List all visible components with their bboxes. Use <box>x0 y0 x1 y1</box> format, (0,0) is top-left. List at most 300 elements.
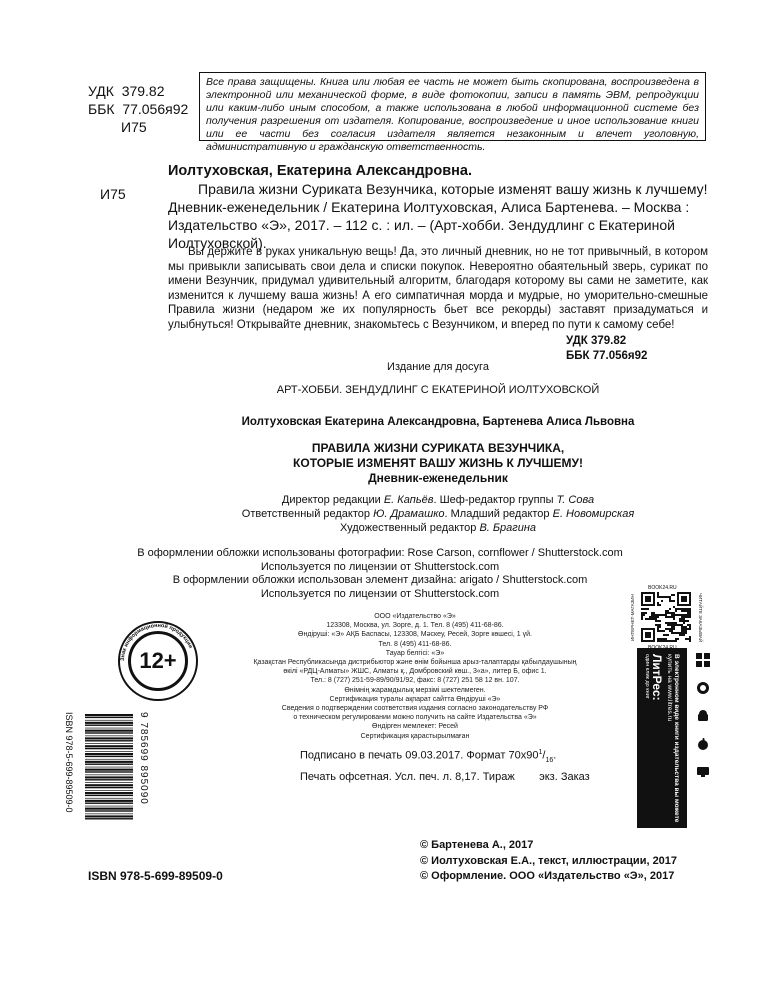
barcode-bar <box>85 808 133 810</box>
qr-right-label: ЧИТАЙТЕ ЗАКАЗЫВАЙ <box>698 592 703 643</box>
qr-module <box>671 624 673 626</box>
qr-module <box>685 620 687 622</box>
qr-module <box>657 614 659 616</box>
credit-line: В оформлении обложки использован элемент дизайна: arigato / Shutterstock.com <box>172 574 588 586</box>
qr-module <box>683 632 685 634</box>
barcode-bar <box>85 784 133 786</box>
qr-module <box>671 640 673 642</box>
qr-module <box>641 608 643 610</box>
qr-module <box>659 626 661 628</box>
qr-module <box>659 596 661 598</box>
qr-module <box>679 614 681 616</box>
qr-module <box>689 636 691 638</box>
qr-module <box>675 614 677 616</box>
qr-module <box>677 632 679 634</box>
qr-module <box>657 592 659 594</box>
qr-module <box>681 632 683 634</box>
publisher-line: өкілі «РДЦ-Алматы» ЖШС, Алматы қ., Домбровский көш., 3«а», литер Б, офис 1. <box>283 668 547 676</box>
subtitle: Дневник-еженедельник <box>368 471 508 485</box>
barcode-bar <box>85 737 133 739</box>
qr-module <box>663 630 665 632</box>
barcode-bar <box>85 818 133 819</box>
publisher-line: Өндірген мемлекет: Ресей <box>372 723 458 731</box>
qr-module <box>657 626 659 628</box>
qr-module <box>645 608 647 610</box>
qr-module <box>683 630 685 632</box>
qr-module <box>661 600 663 602</box>
qr-module <box>689 614 691 616</box>
qr-module <box>657 628 659 630</box>
qr-module <box>667 628 669 630</box>
qr-module <box>655 624 657 626</box>
udk-right: УДК 379.82 <box>566 335 627 347</box>
qr-module <box>669 630 671 632</box>
publisher-line: Сертификация қарастырылмаған <box>360 732 470 740</box>
qr-module <box>661 630 663 632</box>
qr-module <box>673 624 675 626</box>
qr-module <box>655 618 657 620</box>
barcode-bar <box>85 767 133 768</box>
qr-module <box>651 616 653 618</box>
qr-module <box>681 610 683 612</box>
qr-module <box>673 600 675 602</box>
qr-module <box>675 632 677 634</box>
qr-module <box>659 614 661 616</box>
barcode-bar <box>85 722 133 724</box>
qr-module <box>661 596 663 598</box>
print-info-line-1: Подписано в печать 09.03.2017. Формат $70х90^1/_{16}$. <box>300 749 557 764</box>
qr-module <box>671 632 673 634</box>
publisher-line: Қазақстан Республикасында дистрибьютор және өнім бойынша арыз-талаптарды қабылдаушының <box>253 659 577 667</box>
qr-module <box>659 624 661 626</box>
qr-code[interactable] <box>641 592 691 642</box>
annotation: Вы держите в руках уникальную вещь! Да, это личный дневник, но не тот привычный, в котором мы привыкли записывать свои дела и списки покупок. Невероятно обаятельный зверь, сурикат по имени Везунчик, придумал удивительный алгоритм, благодаря которому вы сами не заметите, как изменится к лучшему ваша жизнь! А его симпатичная морда и мудрые, но уморительно-смешные Правила жизни (недаром же их популярность бьет все рекорды) заставят призадуматься и улыбнуться! Открывайте дневник, знакомьтесь с Везунчиком, и вперед по пути к самому себе! <box>168 246 708 331</box>
qr-module <box>671 630 673 632</box>
barcode-bar <box>85 756 133 757</box>
qr-module <box>683 618 685 620</box>
qr-module <box>665 596 667 598</box>
staff-block <box>168 493 708 535</box>
rights-notice: Все права защищены. Книга или любая ее часть не может быть скопирована, воспроизведена в электронной или механической форме, в виде фотокопии, записи в память ЭВМ, репродукции или каким-либо иным способом, а также использована в любой информационной системе без получения разрешения от издателя. Копирование, воспроизведение и иное использование книги или ее части без согласия издателя является незаконным и влечет уголовную, административную и гражданскую ответственность. <box>199 72 706 141</box>
qr-module <box>673 594 675 596</box>
qr-module <box>687 608 689 610</box>
qr-module <box>647 608 649 610</box>
qr-module <box>679 620 681 622</box>
qr-module <box>679 624 681 626</box>
qr-module <box>647 618 649 620</box>
barcode-bar <box>85 764 133 765</box>
qr-module <box>643 608 645 610</box>
series: АРТ-ХОББИ. ЗЕНДУДЛИНГ С ЕКАТЕРИНОЙ ИОЛТУХОВСКОЙ <box>276 384 600 396</box>
udk-row: УДК 379.82 <box>88 83 165 99</box>
qr-module <box>689 626 691 628</box>
qr-module <box>651 618 653 620</box>
barcode-bar <box>85 720 133 721</box>
qr-module <box>663 634 665 636</box>
qr-left-label: ИНТЕРНЕТ-МАГАЗИН <box>630 594 635 641</box>
qr-module <box>659 640 661 642</box>
qr-module <box>683 634 685 636</box>
qr-finder <box>645 632 651 638</box>
qr-module <box>689 628 691 630</box>
qr-module <box>651 614 653 616</box>
qr-module <box>673 606 675 608</box>
qr-module <box>679 632 681 634</box>
qr-module <box>677 608 679 610</box>
qr-module <box>653 614 655 616</box>
qr-module <box>679 634 681 636</box>
qr-module <box>675 610 677 612</box>
qr-module <box>685 616 687 618</box>
qr-module <box>663 596 665 598</box>
barcode-bar <box>85 787 133 788</box>
qr-module <box>687 616 689 618</box>
qr-module <box>669 624 671 626</box>
litres-logo: ЛитРес: <box>650 654 664 701</box>
publisher-info <box>250 612 580 741</box>
qr-module <box>673 612 675 614</box>
classification-block <box>88 82 188 136</box>
qr-module <box>663 614 665 616</box>
publisher-line: Сведения о подтверждении соответствия издания согласно законодательству РФ <box>281 705 549 713</box>
qr-module <box>669 628 671 630</box>
qr-module <box>663 638 665 640</box>
qr-module <box>667 610 669 612</box>
qr-module <box>667 624 669 626</box>
qr-module <box>685 608 687 610</box>
barcode-bar <box>85 782 133 783</box>
qr-module <box>681 620 683 622</box>
staff-line-1: Директор редакции Е. Капьёв. Шеф-редактор группы Т. Сова <box>281 494 595 506</box>
qr-module <box>671 616 673 618</box>
barcode-bar <box>85 717 133 718</box>
qr-module <box>645 618 647 620</box>
qr-module <box>669 616 671 618</box>
copyright-line: © Оформление. ООО «Издательство «Э», 2017 <box>420 870 675 882</box>
qr-module <box>675 624 677 626</box>
age-rating-value: 12+ <box>128 631 188 691</box>
qr-module <box>659 638 661 640</box>
barcode-bar <box>85 803 133 804</box>
qr-module <box>673 632 675 634</box>
barcode <box>85 712 133 822</box>
qr-module <box>673 628 675 630</box>
qr-module <box>671 614 673 616</box>
qr-module <box>685 626 687 628</box>
barcode-bar <box>85 792 133 794</box>
qr-module <box>669 640 671 642</box>
qr-module <box>665 638 667 640</box>
udk-right-block <box>566 334 647 364</box>
qr-module <box>671 600 673 602</box>
barcode-bar <box>85 761 133 763</box>
authors-full: Иолтуховская Екатерина Александровна, Бартенева Алиса Львовна <box>241 416 635 428</box>
qr-module <box>689 616 691 618</box>
qr-module <box>667 622 669 624</box>
qr-module <box>687 610 689 612</box>
qr-module <box>655 620 657 622</box>
qr-module <box>665 628 667 630</box>
barcode-bar <box>85 771 133 772</box>
qr-module <box>665 622 667 624</box>
qr-module <box>681 628 683 630</box>
qr-module <box>641 618 643 620</box>
litres-panel <box>637 648 687 828</box>
qr-module <box>689 612 691 614</box>
qr-module <box>683 628 685 630</box>
qr-module <box>669 612 671 614</box>
barcode-bar <box>85 769 133 771</box>
publisher-line: Өндіруші: «Э» АҚБ Баспасы, 123308, Мәскеу, Ресей, Зорге көшесі, 1 үй. <box>298 631 532 639</box>
qr-module <box>671 594 673 596</box>
qr-module <box>657 596 659 598</box>
credit-line: Используется по лицензии от Shutterstock.com <box>260 560 500 573</box>
qr-module <box>643 614 645 616</box>
qr-module <box>643 612 645 614</box>
barcode-isbn-label: ISBN 978-5-699-89509-0 <box>64 712 74 813</box>
barcode-bar <box>85 736 133 737</box>
barcode-bar <box>85 714 133 716</box>
qr-module <box>651 612 653 614</box>
staff-line-3: Художественный редактор В. Брагина <box>340 522 536 534</box>
qr-module <box>681 634 683 636</box>
qr-module <box>681 616 683 618</box>
credits-block <box>100 547 660 601</box>
qr-module <box>657 620 659 622</box>
qr-module <box>673 614 675 616</box>
barcode-bar <box>85 743 133 744</box>
author-mark-row: И75 <box>121 119 147 135</box>
bbk-row: ББК 77.056я92 <box>88 101 189 117</box>
barcode-bar <box>85 728 133 729</box>
qr-module <box>677 624 679 626</box>
qr-module <box>673 622 675 624</box>
barcode-bar <box>85 814 133 815</box>
publisher-line: ООО «Издательство «Э» <box>374 613 456 620</box>
publisher-line: о техническом регулировании можно получить на сайте Издательства «Э» <box>293 714 537 722</box>
qr-module <box>655 616 657 618</box>
qr-module <box>683 620 685 622</box>
platform-icons <box>692 652 714 822</box>
qr-module <box>641 616 643 618</box>
qr-module <box>657 594 659 596</box>
qr-module <box>659 604 661 606</box>
qr-module <box>685 630 687 632</box>
qr-module <box>677 638 679 640</box>
qr-module <box>645 612 647 614</box>
qr-module <box>673 640 675 642</box>
qr-module <box>669 608 671 610</box>
qr-module <box>661 638 663 640</box>
barcode-bar <box>85 776 133 778</box>
qr-module <box>665 610 667 612</box>
qr-module <box>653 612 655 614</box>
svg-text:Знак информационной продукции: Знак информационной продукции <box>119 622 194 662</box>
qr-module <box>683 610 685 612</box>
title-line-2: КОТОРЫЕ ИЗМЕНЯТ ВАШУ ЖИЗНЬ К ЛУЧШЕМУ! <box>293 456 583 470</box>
barcode-bar <box>85 800 133 802</box>
qr-module <box>673 626 675 628</box>
edition-type: Издание для досуга <box>387 361 489 373</box>
mac-icon <box>695 764 711 780</box>
author-mark-side: И75 <box>100 186 126 202</box>
globe-icon <box>695 680 711 696</box>
credit-line: Используется по лицензии от Shutterstock.com <box>260 587 500 600</box>
qr-module <box>649 616 651 618</box>
qr-module <box>673 616 675 618</box>
qr-module <box>669 622 671 624</box>
qr-module <box>679 608 681 610</box>
title-block <box>168 441 708 486</box>
barcode-bar <box>85 815 133 817</box>
barcode-bar <box>85 753 133 755</box>
qr-module <box>683 626 685 628</box>
publisher-line: Тауар белгісі: «Э» <box>385 649 445 657</box>
barcode-bar <box>85 745 133 747</box>
qr-module <box>657 630 659 632</box>
copyright-line: © Бартенева А., 2017 <box>420 839 534 851</box>
qr-module <box>663 640 665 642</box>
barcode-bar <box>85 790 133 791</box>
copyright-line: © Иолтуховская Е.А., текст, иллюстрации, 2017 <box>420 854 678 867</box>
qr-module <box>673 618 675 620</box>
qr-module <box>689 640 691 642</box>
qr-module <box>653 618 655 620</box>
qr-module <box>675 640 677 642</box>
qr-module <box>669 596 671 598</box>
qr-module <box>683 616 685 618</box>
qr-module <box>687 624 689 626</box>
barcode-bar <box>85 751 133 752</box>
qr-module <box>667 634 669 636</box>
qr-module <box>669 598 671 600</box>
qr-module <box>657 616 659 618</box>
qr-module <box>677 614 679 616</box>
barcode-bar <box>85 806 133 807</box>
qr-module <box>685 638 687 640</box>
qr-module <box>687 628 689 630</box>
barcode-bar <box>85 798 133 799</box>
qr-module <box>661 640 663 642</box>
barcode-bar <box>85 732 133 733</box>
barcode-bar <box>85 779 133 780</box>
qr-module <box>679 618 681 620</box>
qr-module <box>655 614 657 616</box>
publisher-line: Тел.: 8 (727) 251-59-89/90/91/92, факс: 8 (727) 251 58 12 вн. 107. <box>310 677 520 685</box>
qr-module <box>683 614 685 616</box>
qr-module <box>665 634 667 636</box>
barcode-bar <box>85 748 133 749</box>
barcode-bar <box>85 795 133 796</box>
qr-module <box>657 640 659 642</box>
qr-module <box>681 626 683 628</box>
qr-module <box>689 608 691 610</box>
qr-module <box>649 618 651 620</box>
staff-line-2: Ответственный редактор Ю. Драмашко. Младший редактор Е. Новомирская <box>241 508 635 520</box>
qr-module <box>667 612 669 614</box>
qr-module <box>657 638 659 640</box>
qr-module <box>685 628 687 630</box>
apple-icon <box>695 736 711 752</box>
credit-line: В оформлении обложки использованы фотографии: Rose Carson, cornflower / Shutterstock.com <box>137 547 623 559</box>
title-line-1: ПРАВИЛА ЖИЗНИ СУРИКАТА ВЕЗУНЧИКА, <box>311 441 565 455</box>
qr-module <box>659 630 661 632</box>
litres-text: В электронном виде книги издательства вы можете купить на www.litres.ru ЛитРес: один клик до книг <box>637 648 687 828</box>
isbn: ISBN 978-5-699-89509-0 <box>88 869 223 883</box>
qr-module <box>671 626 673 628</box>
qr-module <box>689 638 691 640</box>
qr-module <box>687 614 689 616</box>
qr-module <box>659 620 661 622</box>
qr-module <box>681 608 683 610</box>
qr-module <box>687 638 689 640</box>
qr-module <box>683 622 685 624</box>
barcode-number-label: 9 785699 895090 <box>138 712 149 805</box>
qr-finder <box>645 596 651 602</box>
barcode-bar <box>85 740 133 741</box>
qr-module <box>665 614 667 616</box>
qr-module <box>657 604 659 606</box>
qr-module <box>685 610 687 612</box>
qr-module <box>641 614 643 616</box>
qr-finder <box>681 596 687 602</box>
qr-module <box>667 596 669 598</box>
qr-module <box>671 612 673 614</box>
publisher-line: 123308, Москва, ул. Зорге, д. 1. Тел. 8 (495) 411-68-86. <box>326 622 504 630</box>
qr-module <box>665 616 667 618</box>
qr-module <box>681 630 683 632</box>
qr-module <box>685 632 687 634</box>
qr-module <box>667 640 669 642</box>
publisher-line: Тел. 8 (495) 411-68-86. <box>378 640 452 648</box>
windows-icon <box>695 652 711 668</box>
barcode-bar <box>85 730 133 732</box>
qr-module <box>675 622 677 624</box>
qr-top-label: BOOK24.RU <box>648 585 677 591</box>
qr-module <box>689 624 691 626</box>
qr-module <box>681 614 683 616</box>
barcode-bar <box>85 810 133 811</box>
qr-module <box>669 600 671 602</box>
publisher-line: Өнімнің жарамдылық мерзімі шектелмеген. <box>344 686 486 694</box>
bbk-right: ББК 77.056я92 <box>566 350 648 362</box>
author-heading: Иолтуховская, Екатерина Александровна. <box>168 163 472 179</box>
qr-module <box>657 602 659 604</box>
qr-module <box>657 624 659 626</box>
qr-module <box>667 616 669 618</box>
barcode-bar <box>85 775 133 776</box>
qr-module <box>683 608 685 610</box>
qr-module <box>675 608 677 610</box>
print-info <box>300 745 590 785</box>
qr-module <box>681 618 683 620</box>
qr-module <box>665 612 667 614</box>
barcode-bar <box>85 725 133 726</box>
qr-module <box>641 612 643 614</box>
qr-module <box>675 638 677 640</box>
qr-module <box>653 616 655 618</box>
qr-module <box>681 624 683 626</box>
copyrights <box>420 838 677 885</box>
barcode-bar <box>85 759 133 760</box>
bibliographic-description: Правила жизни Суриката Везунчика, которые изменят вашу жизнь к лучшему! Дневник-еженедельник / Екатерина Иолтуховская, Алиса Бартенева. – Москва : Издательство «Э», 2017. – 112 с. : ил. – (Арт-хобби. Зендудлинг с Екатериной Иолтуховской). <box>168 181 708 251</box>
print-info-line-2: Печать офсетная. Усл. печ. л. 8,17. Тираж экз. Заказ <box>300 770 590 783</box>
qr-module <box>685 614 687 616</box>
qr-module <box>665 640 667 642</box>
android-icon <box>695 708 711 724</box>
qr-module <box>689 610 691 612</box>
qr-module <box>687 612 689 614</box>
